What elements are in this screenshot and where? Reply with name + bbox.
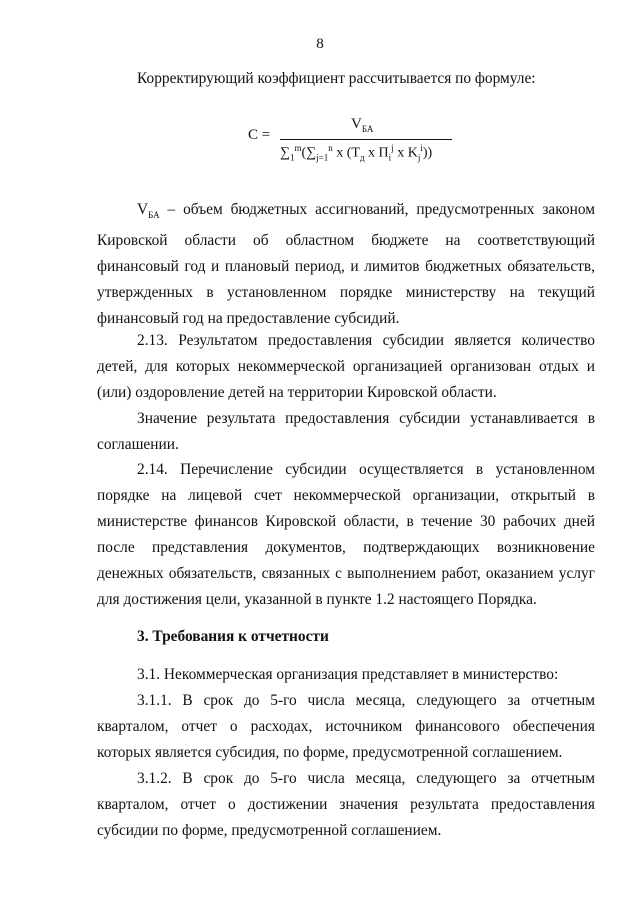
formula-intro: Корректирующий коэффициент рассчитывается по формуле: (137, 70, 536, 87)
paragraph-2-13: 2.13. Результатом предоставления субсидии является количество детей, для которых некоммерческой организацией организован отдых и (или) оздоровление детей на территории Кировской области. (97, 332, 595, 401)
correction-coefficient-formula (248, 116, 458, 166)
formula-lhs: C = (248, 127, 271, 143)
section-3-heading: 3. Требования к отчетности (137, 628, 329, 645)
formula-numerator: $V_{БА}$ (351, 116, 374, 134)
page-number: 8 (316, 36, 324, 52)
vba-definition: $V_{БА}$ – объем бюджетных ассигнований, предусмотренных законом Кировской области об областном бюджете на соответствующий финансовый год и плановый период, и лимитов бюджетных обязательств, утвержденных в установленном порядке министерству на текущий финансовый год на предоставление субсидий. (97, 201, 595, 328)
fraction-bar (280, 139, 452, 140)
formula-denominator: $\sum_1^m(\sum_{j=1}^n$ x ($T_д$ x $П_i^j$ x $K_j^i$)) (280, 143, 433, 163)
paragraph-3-1-1: 3.1.1. В срок до 5-го числа месяца, следующего за отчетным кварталом, отчет о расходах, источником финансового обеспечения которых является субсидия, по форме, предусмотренной соглашением. (97, 692, 595, 761)
paragraph-result-value: Значение результата предоставления субсидии устанавливается в соглашении. (97, 410, 595, 453)
paragraph-3-1: 3.1. Некоммерческая организация представляет в министерство: (137, 666, 559, 683)
paragraph-3-1-2: 3.1.2. В срок до 5-го числа месяца, следующего за отчетным кварталом, отчет о достижении значения результата предоставления субсидии по форме, предусмотренной соглашением. (97, 770, 595, 839)
paragraph-2-14: 2.14. Перечисление субсидии осуществляется в установленном порядке на лицевой счет некоммерческой организации, открытый в министерстве финансов Кировской области, в течение 30 рабочих дней после представления документов, подтверждающих возникновение денежных обязательств, связанных с выполнением работ, оказанием услуг для достижения цели, указанной в пункте 1.2 настоящего Порядка. (97, 461, 595, 608)
